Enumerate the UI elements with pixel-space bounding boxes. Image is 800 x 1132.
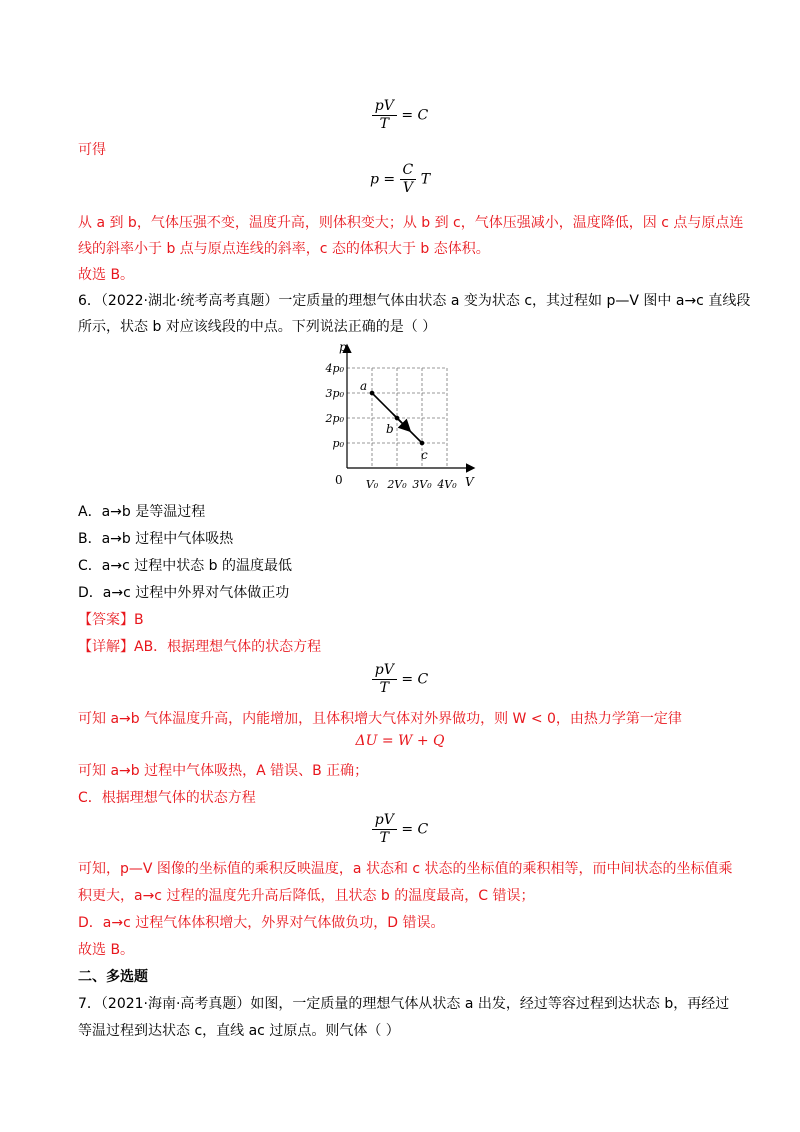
fraction-denominator: T bbox=[379, 830, 389, 846]
y-tick-label: 3p₀ bbox=[325, 387, 344, 400]
equation-first-law: ΔU = W + Q bbox=[355, 733, 445, 749]
fraction-numerator: C bbox=[400, 162, 417, 180]
equation-lhs: p = bbox=[369, 171, 396, 188]
y-tick-label: p₀ bbox=[332, 437, 344, 450]
answer-q6: 故选 B。 bbox=[78, 942, 135, 958]
x-tick-label: 3V₀ bbox=[412, 478, 432, 491]
x-tick-label: V₀ bbox=[365, 478, 379, 491]
explanation-line-1: 从 a 到 b，气体压强不变，温度升高，则体积变大；从 b 到 c，气体压强减小，温度降低，因 c 点与原点连 bbox=[78, 215, 744, 231]
point-c-dot bbox=[420, 441, 425, 446]
origin-label: 0 bbox=[335, 473, 343, 487]
pv-diagram bbox=[325, 338, 485, 498]
detail-line-4: C．根据理想气体的状态方程 bbox=[78, 790, 256, 806]
equation-state bbox=[0, 662, 800, 697]
fraction-denominator: T bbox=[379, 680, 389, 696]
equation-pressure bbox=[0, 162, 800, 197]
point-a-label: a bbox=[360, 379, 368, 393]
fraction bbox=[372, 662, 397, 697]
fraction-denominator: V bbox=[402, 180, 413, 196]
fraction-numerator: pV bbox=[372, 812, 397, 830]
equation-rhs: = C bbox=[401, 821, 429, 838]
equation-rhs: = C bbox=[401, 671, 429, 688]
point-a-dot bbox=[370, 391, 375, 396]
fraction-numerator: pV bbox=[372, 98, 397, 116]
point-b-dot bbox=[395, 416, 400, 421]
fraction bbox=[372, 98, 397, 133]
text-kede: 可得 bbox=[78, 142, 106, 158]
section-title: 二、多选题 bbox=[78, 969, 148, 985]
fraction-denominator: T bbox=[379, 116, 389, 132]
equation-tail: T bbox=[420, 171, 431, 188]
question-7-line-2: 等温过程到达状态 c，直线 ac 过原点。则气体（ ） bbox=[78, 1023, 400, 1039]
point-c-label: c bbox=[421, 448, 428, 462]
fraction bbox=[372, 812, 397, 847]
x-tick-label: 2V₀ bbox=[387, 478, 407, 491]
detail-line-7: D．a→c 过程气体体积增大，外界对气体做负功，D 错误。 bbox=[78, 915, 445, 931]
option-d: D．a→c 过程中外界对气体做正功 bbox=[78, 585, 290, 601]
equation-rhs: = C bbox=[401, 107, 429, 124]
x-tick-label: 4V₀ bbox=[437, 478, 457, 491]
equation-state bbox=[0, 812, 800, 847]
option-c: C．a→c 过程中状态 b 的温度最低 bbox=[78, 558, 293, 574]
detail-line-6: 积更大，a→c 过程的温度先升高后降低，且状态 b 的温度最高，C 错误； bbox=[78, 888, 535, 904]
detail-line-2: 可知 a→b 气体温度升高，内能增加，且体积增大气体对外界做功，则 W < 0，由热力学第一定律 bbox=[78, 711, 682, 727]
y-tick-label: 2p₀ bbox=[325, 412, 344, 425]
fraction bbox=[400, 162, 417, 197]
question-7-line-1: 7．（2021·海南·高考真题）如图，一定质量的理想气体从状态 a 出发，经过等容过程到达状态 b，再经过 bbox=[78, 996, 730, 1012]
y-tick-label: 4p₀ bbox=[325, 362, 344, 375]
answer-label: 【答案】B bbox=[78, 612, 144, 628]
equation-state bbox=[0, 98, 800, 133]
fraction-numerator: pV bbox=[372, 662, 397, 680]
detail-line-5: 可知，p—V 图像的坐标值的乘积反映温度，a 状态和 c 状态的坐标值的乘积相等，而中间状态的坐标值乘 bbox=[78, 861, 733, 877]
explanation-line-2: 线的斜率小于 b 点与原点连线的斜率，c 态的体积大于 b 态体积。 bbox=[78, 241, 490, 257]
detail-line-3: 可知 a→b 过程中气体吸热，A 错误、B 正确； bbox=[78, 763, 369, 779]
x-axis-label: V bbox=[465, 475, 474, 489]
question-6-line-2: 所示，状态 b 对应该线段的中点。下列说法正确的是（ ） bbox=[78, 319, 437, 335]
y-axis-label: p bbox=[339, 340, 347, 354]
question-6-line-1: 6．（2022·湖北·统考高考真题）一定质量的理想气体由状态 a 变为状态 c，其过程如 p—V 图中 a→c 直线段 bbox=[78, 293, 751, 309]
option-a: A．a→b 是等温过程 bbox=[78, 504, 206, 520]
point-b-label: b bbox=[386, 422, 394, 436]
detail-line-1: 【详解】AB．根据理想气体的状态方程 bbox=[78, 639, 322, 655]
answer-previous: 故选 B。 bbox=[78, 267, 135, 283]
option-b: B．a→b 过程中气体吸热 bbox=[78, 531, 234, 547]
